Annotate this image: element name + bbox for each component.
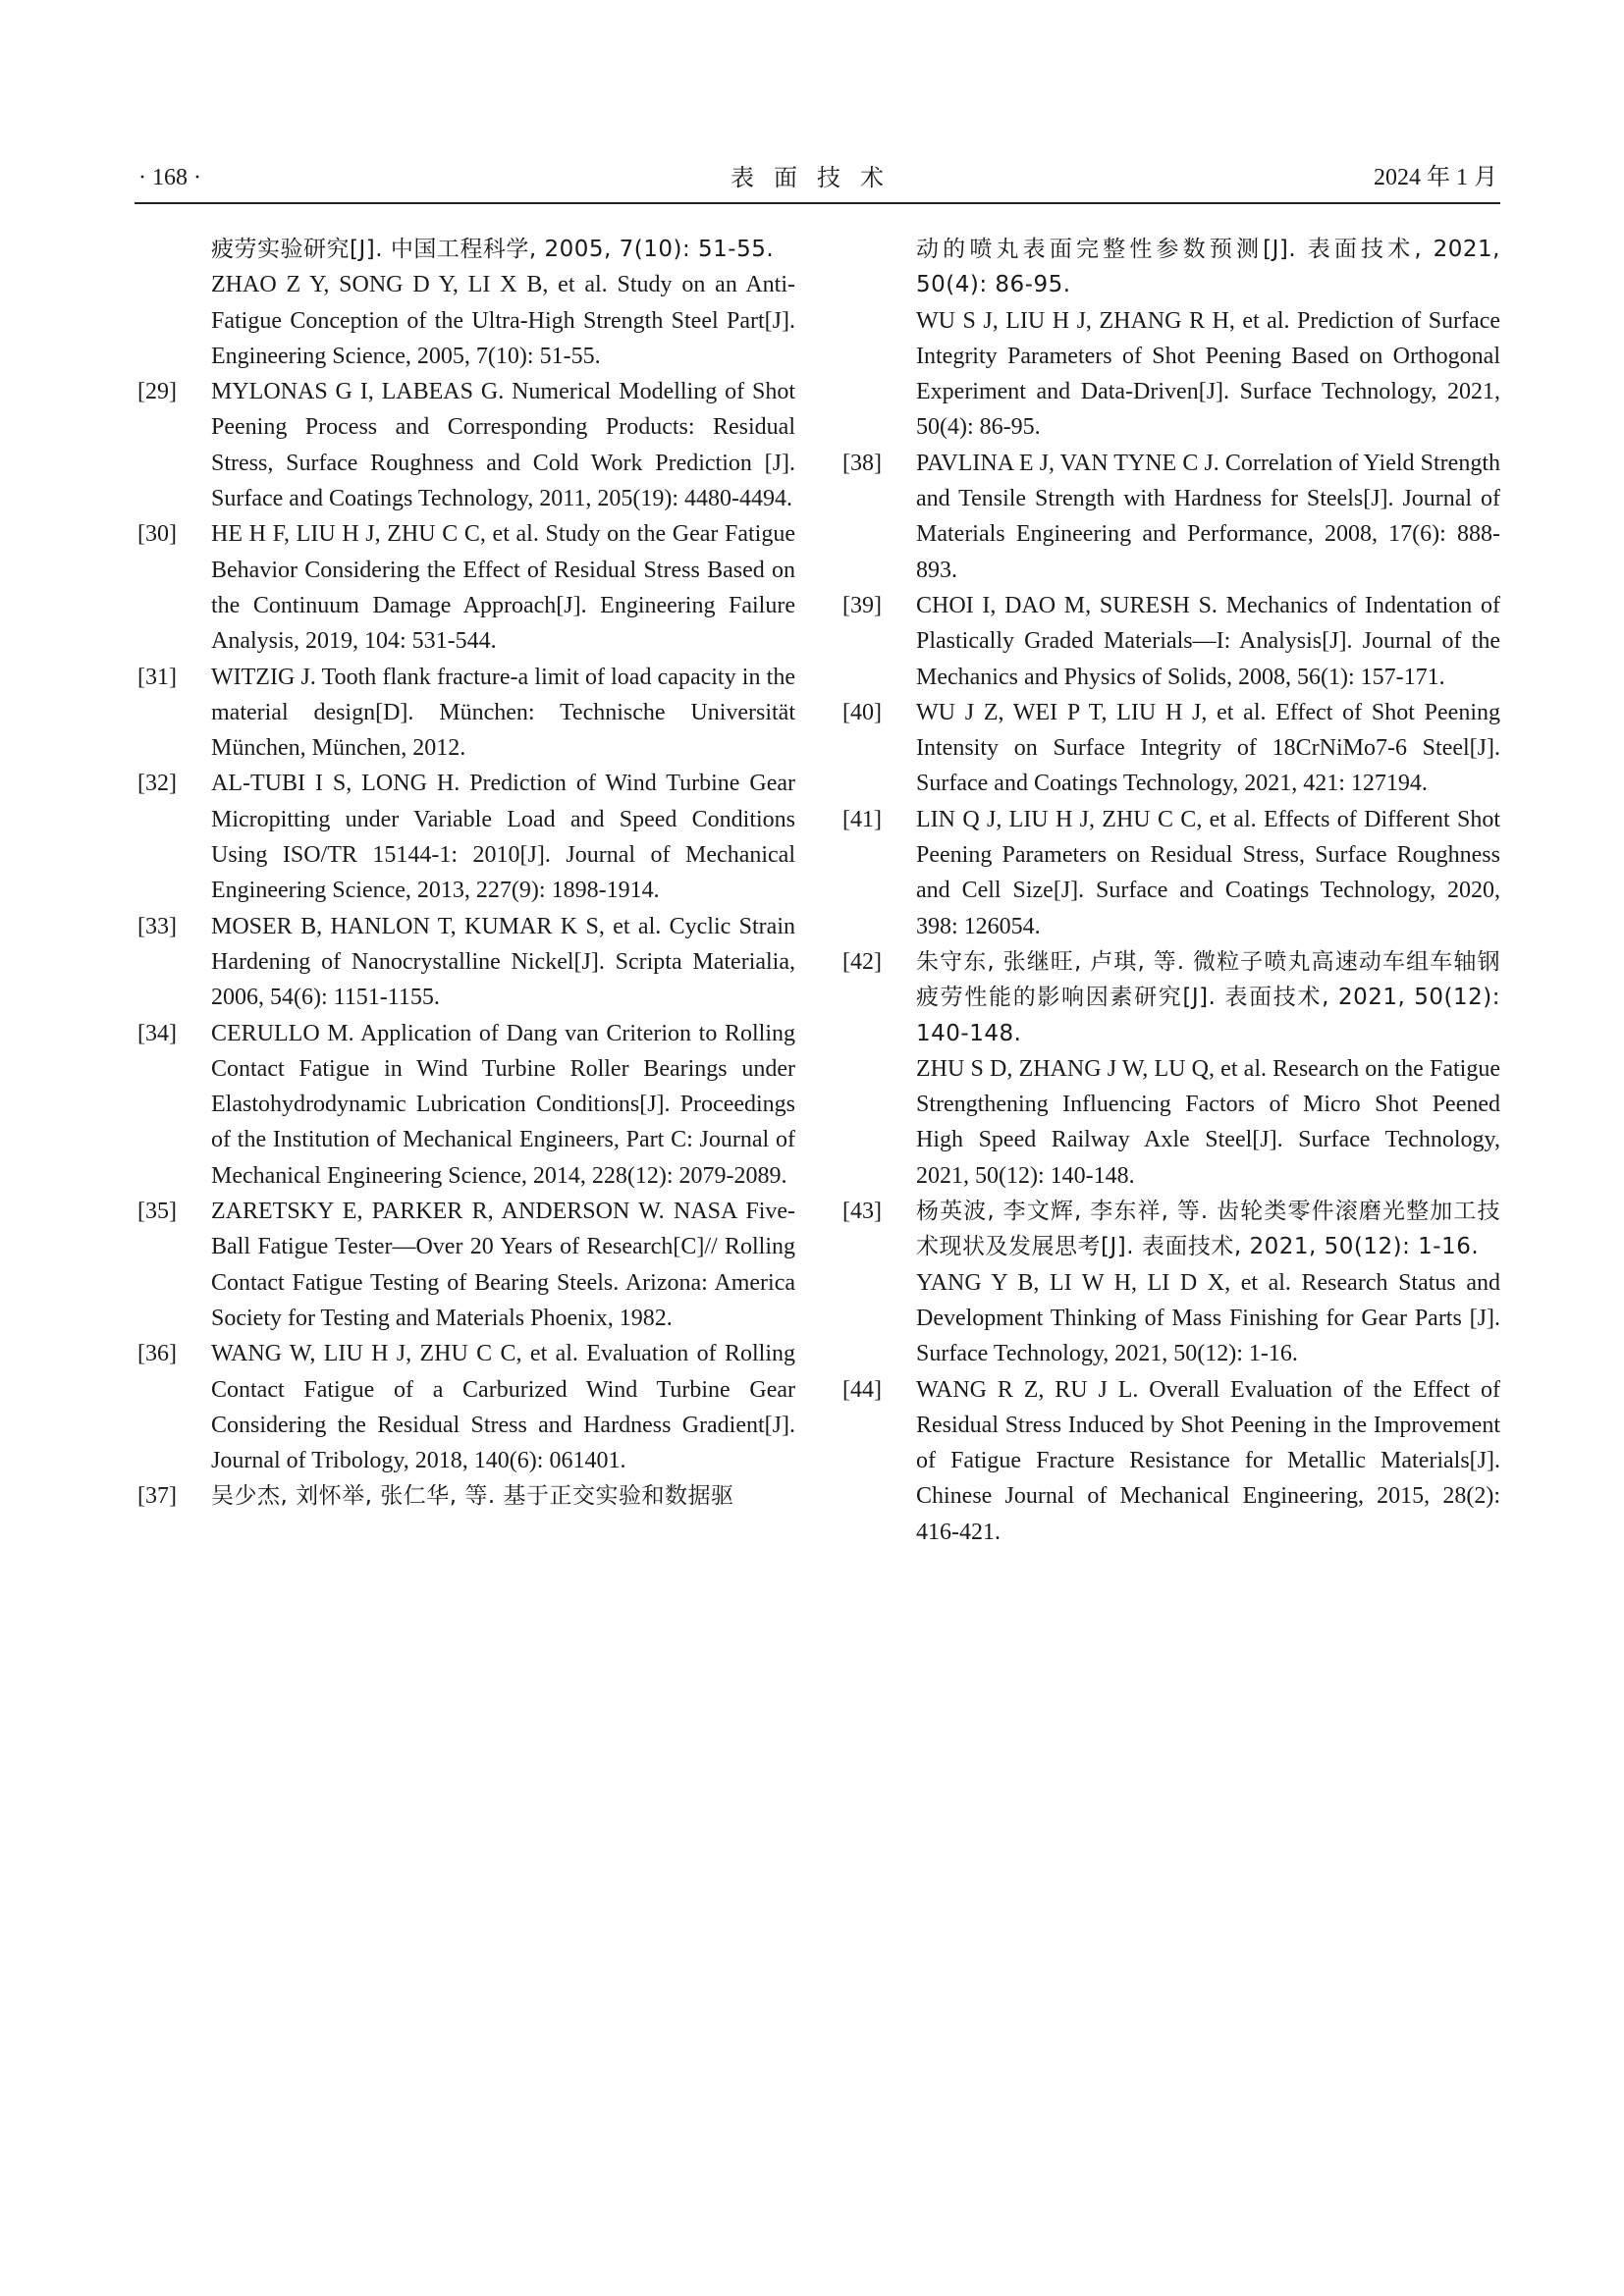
reference-number: [44] (842, 1376, 882, 1403)
reference-text: ZARETSKY E, PARKER R, ANDERSON W. NASA Five-Ball Fatigue Tester—Over 20 Years of Research[C]// Rolling Contact Fatigue Testing of Bearing Steels. Arizona: America Society for Testing and Materials Phoenix, 1982. (211, 1199, 795, 1331)
reference-text: MYLONAS G I, LABEAS G. Numerical Modelling of Shot Peening Process and Corresponding Products: Residual Stress, Surface Roughness and Cold Work Prediction [J]. Surface and Coatings Technology, 2011, 205(19): 4480-4494. (211, 379, 795, 512)
reference-text: LIN Q J, LIU H J, ZHU C C, et al. Effects of Different Shot Peening Parameters on Residual Stress, Surface Roughness and Cell Size[J]. Surface and Coatings Technology, 2020, 398: 126054. (916, 806, 1500, 939)
reference-text: PAVLINA E J, VAN TYNE C J. Correlation of Yield Strength and Tensile Strength with Hardness for Steels[J]. Journal of Materials Engineering and Performance, 2008, 17(6): 888-893. (916, 450, 1500, 583)
reference-text: CHOI I, DAO M, SURESH S. Mechanics of Indentation of Plastically Graded Materials—I: Analysis[J]. Journal of the Mechanics and Physics of Solids, 2008, 56(1): 157-171. (916, 592, 1500, 690)
reference-entry (137, 1194, 795, 1336)
journal-title: 表面技术 (731, 164, 903, 191)
reference-number: [32] (137, 771, 177, 797)
reference-text: 杨英波, 李文辉, 李东祥, 等. 齿轮类零件滚磨光整加工技术现状及发展思考[J]. 表面技术, 2021, 50(12): 1-16. (916, 1199, 1500, 1260)
reference-text: CERULLO M. Application of Dang van Criterion to Rolling Contact Fatigue in Wind Turbine Roller Bearings under Elastohydrodynamic Lubrication Conditions[J]. Proceedings of the Institution of Mechanical Engineers, Part C: Journal of Mechanical Engineering Science, 2014, 228(12): 2079-2089. (211, 1020, 795, 1189)
reference-column-left (137, 232, 795, 1515)
reference-text: WITZIG J. Tooth flank fracture-a limit of load capacity in the material design[D]. München: Technische Universität München, München, 2012. (211, 664, 795, 762)
running-header (135, 160, 1499, 195)
reference-number: [43] (842, 1199, 882, 1225)
reference-entry (137, 232, 795, 267)
reference-text: WU S J, LIU H J, ZHANG R H, et al. Prediction of Surface Integrity Parameters of Shot Peening Based on Orthogonal Experiment and Data-Driven[J]. Surface Technology, 2021, 50(4): 86-95. (916, 307, 1500, 441)
reference-text: WANG W, LIU H J, ZHU C C, et al. Evaluation of Rolling Contact Fatigue of a Carburized Wind Turbine Gear Considering the Residual Stress and Hardness Gradient[J]. Journal of Tribology, 2018, 140(6): 061401. (211, 1341, 795, 1474)
reference-entry (137, 766, 795, 908)
reference-number: [36] (137, 1341, 177, 1367)
reference-entry (842, 1265, 1500, 1372)
reference-entry (842, 802, 1500, 944)
reference-entry (842, 695, 1500, 802)
issue-date: 2024 年 1 月 (1374, 165, 1497, 190)
reference-column-right (842, 232, 1500, 1550)
reference-entry (137, 267, 795, 374)
reference-number: [31] (137, 664, 177, 690)
reference-entry (137, 1016, 795, 1194)
reference-number: [39] (842, 592, 882, 618)
reference-text: YANG Y B, LI W H, LI D X, et al. Research Status and Development Thinking of Mass Finishing for Gear Parts [J]. Surface Technology, 2021, 50(12): 1-16. (916, 1269, 1500, 1367)
reference-number: [33] (137, 913, 177, 939)
reference-text: MOSER B, HANLON T, KUMAR K S, et al. Cyclic Strain Hardening of Nanocrystalline Nickel[J]. Scripta Materialia, 2006, 54(6): 1151-1155. (211, 913, 795, 1011)
reference-entry (842, 1051, 1500, 1194)
reference-entry (842, 588, 1500, 695)
reference-number: [38] (842, 450, 882, 476)
reference-number: [35] (137, 1199, 177, 1225)
reference-text: 吴少杰, 刘怀举, 张仁华, 等. 基于正交实验和数据驱 (211, 1483, 734, 1510)
reference-entry (137, 516, 795, 659)
page-number: · 168 · (138, 165, 201, 190)
reference-entry (842, 446, 1500, 588)
reference-entry (842, 232, 1500, 303)
reference-text: HE H F, LIU H J, ZHU C C, et al. Study on the Gear Fatigue Behavior Considering the Effect of Residual Stress Based on the Continuum Damage Approach[J]. Engineering Failure Analysis, 2019, 104: 531-544. (211, 521, 795, 655)
reference-text: WANG R Z, RU J L. Overall Evaluation of the Effect of Residual Stress Induced by Shot Peening in the Improvement of Fatigue Fracture Resistance for Metallic Materials[J]. Chinese Journal of Mechanical Engineering, 2015, 28(2): 416-421. (916, 1376, 1500, 1545)
reference-number: [40] (842, 699, 882, 725)
reference-entry (137, 660, 795, 767)
reference-text: ZHU S D, ZHANG J W, LU Q, et al. Research on the Fatigue Strengthening Influencing Factors of Micro Shot Peened High Speed Railway Axle Steel[J]. Surface Technology, 2021, 50(12): 140-148. (916, 1055, 1500, 1189)
reference-entry (137, 1478, 795, 1514)
reference-number: [30] (137, 521, 177, 548)
reference-entry (137, 1336, 795, 1478)
reference-number: [37] (137, 1483, 177, 1510)
reference-text: AL-TUBI I S, LONG H. Prediction of Wind Turbine Gear Micropitting under Variable Load and Speed Conditions Using ISO/TR 15144-1: 2010[J]. Journal of Mechanical Engineering Science, 2013, 227(9): 1898-1914. (211, 771, 795, 904)
reference-entry (842, 944, 1500, 1051)
reference-text: 动的喷丸表面完整性参数预测[J]. 表面技术, 2021, 50(4): 86-95. (916, 237, 1500, 298)
reference-text: 朱守东, 张继旺, 卢琪, 等. 微粒子喷丸高速动车组车轴钢疲劳性能的影响因素研究[J]. 表面技术, 2021, 50(12): 140-148. (916, 948, 1500, 1046)
reference-text: ZHAO Z Y, SONG D Y, LI X B, et al. Study on an Anti-Fatigue Conception of the Ultra-High Strength Steel Part[J]. Engineering Science, 2005, 7(10): 51-55. (211, 272, 795, 369)
reference-number: [42] (842, 948, 882, 975)
reference-entry (137, 374, 795, 516)
reference-text: 疲劳实验研究[J]. 中国工程科学, 2005, 7(10): 51-55. (211, 237, 775, 262)
reference-number: [41] (842, 806, 882, 832)
header-rule (135, 202, 1500, 204)
reference-text: WU J Z, WEI P T, LIU H J, et al. Effect of Shot Peening Intensity on Surface Integrity of 18CrNiMo7-6 Steel[J]. Surface and Coatings Technology, 2021, 421: 127194. (916, 699, 1500, 797)
reference-number: [29] (137, 379, 177, 405)
reference-entry (137, 909, 795, 1016)
reference-number: [34] (137, 1020, 177, 1046)
reference-entry (842, 1372, 1500, 1550)
reference-entry (842, 303, 1500, 446)
reference-entry (842, 1194, 1500, 1265)
